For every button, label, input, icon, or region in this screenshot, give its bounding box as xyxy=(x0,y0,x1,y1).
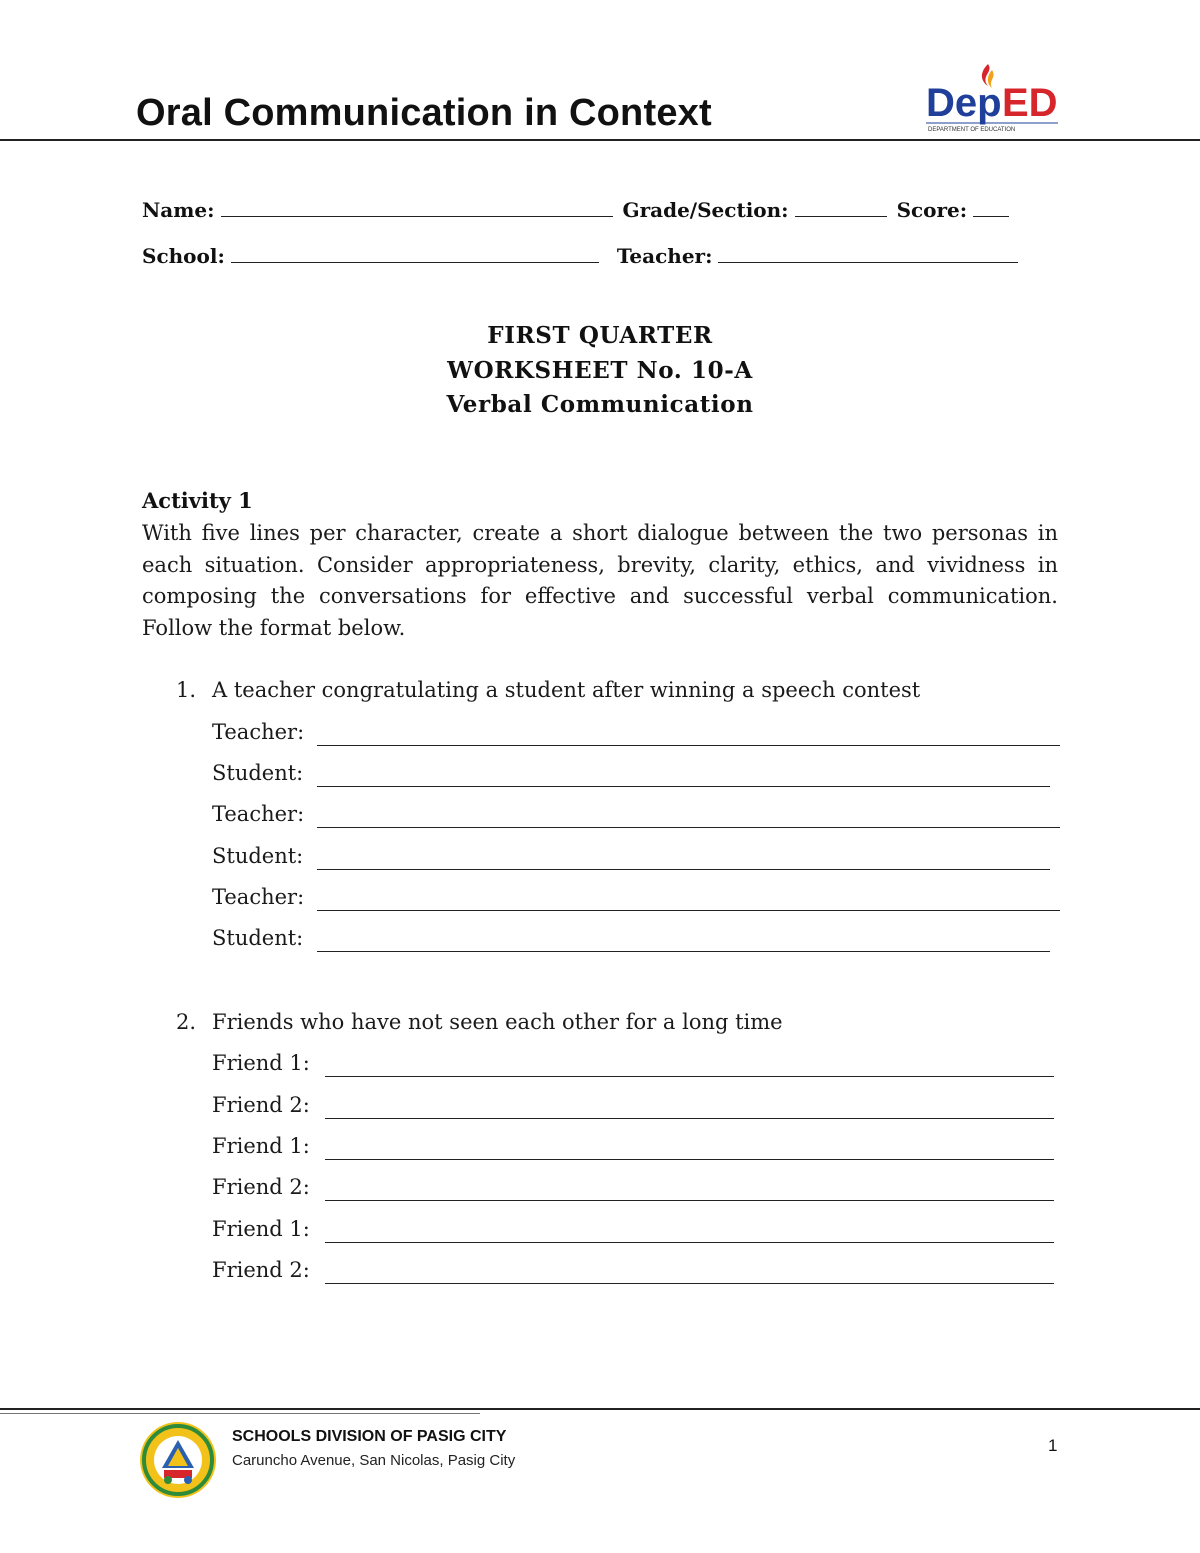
deped-logo-icon xyxy=(922,62,1062,134)
speaker-label: Teacher: xyxy=(212,885,305,909)
answer-blank[interactable] xyxy=(325,1200,1054,1201)
answer-blank[interactable] xyxy=(317,745,1060,746)
answer-blank[interactable] xyxy=(325,1242,1054,1243)
name-field[interactable] xyxy=(221,198,613,217)
answer-blank[interactable] xyxy=(325,1283,1054,1284)
answer-blank[interactable] xyxy=(325,1159,1054,1160)
dialogue-line xyxy=(212,844,1062,874)
document-title: Oral Communication in Context xyxy=(136,92,712,134)
teacher-label: Teacher: xyxy=(616,244,713,268)
score-label: Score: xyxy=(896,198,968,222)
dialogue-line xyxy=(212,761,1062,791)
info-row-2 xyxy=(142,244,1028,268)
speaker-label: Student: xyxy=(212,761,304,785)
score-field[interactable] xyxy=(973,198,1009,217)
division-seal-icon xyxy=(138,1420,218,1500)
deped-logo xyxy=(922,62,1062,134)
dialogue-line xyxy=(212,1051,1062,1081)
speaker-label: Friend 1: xyxy=(212,1217,310,1241)
dialogue-line xyxy=(212,1258,1062,1288)
item-2-text: Friends who have not seen each other for a long time xyxy=(212,1010,783,1034)
info-row-1 xyxy=(142,198,1019,222)
footer-rule-accent xyxy=(0,1413,480,1414)
quarter-title: FIRST QUARTER xyxy=(487,322,713,349)
page-number: 1 xyxy=(1048,1436,1058,1455)
footer-rule xyxy=(0,1408,1200,1410)
grade-section-label: Grade/Section: xyxy=(622,198,789,222)
svg-text:ED: ED xyxy=(1002,81,1058,125)
worksheet-title: WORKSHEET No. 10-A xyxy=(447,357,753,384)
item-1-text: A teacher congratulating a student after winning a speech contest xyxy=(212,678,921,702)
footer-address: Caruncho Avenue, San Nicolas, Pasig City xyxy=(232,1452,516,1469)
school-field[interactable] xyxy=(231,244,599,263)
speaker-label: Friend 2: xyxy=(212,1175,310,1199)
dialogue-line xyxy=(212,1134,1062,1164)
speaker-label: Friend 1: xyxy=(212,1134,310,1158)
footer-organization: SCHOOLS DIVISION OF PASIG CITY xyxy=(232,1428,507,1445)
answer-blank[interactable] xyxy=(325,1118,1054,1119)
school-label: School: xyxy=(142,244,225,268)
teacher-field[interactable] xyxy=(718,244,1018,263)
answer-blank[interactable] xyxy=(317,910,1060,911)
division-seal xyxy=(138,1420,218,1500)
activity-label: Activity 1 xyxy=(142,488,253,513)
svg-text:DEPARTMENT OF EDUCATION: DEPARTMENT OF EDUCATION xyxy=(928,127,1016,133)
answer-blank[interactable] xyxy=(317,786,1050,787)
item-1-number: 1. xyxy=(176,678,197,702)
dialogue-line xyxy=(212,885,1062,915)
speaker-label: Teacher: xyxy=(212,802,305,826)
header-rule xyxy=(0,139,1200,141)
speaker-label: Friend 2: xyxy=(212,1093,310,1117)
grade-section-field[interactable] xyxy=(795,198,887,217)
topic-title: Verbal Communication xyxy=(446,391,754,418)
dialogue-line xyxy=(212,1217,1062,1247)
item-1-title xyxy=(176,678,920,702)
speaker-label: Friend 2: xyxy=(212,1258,310,1282)
dialogue-line xyxy=(212,1093,1062,1123)
activity-instructions: With five lines per character, create a short dialogue between the two personas in each situation. Consider appropriateness, brevity, clarity, ethics, and vividness in composing the conversations for effective and successful verbal communication. Follow the format below. xyxy=(142,521,1058,640)
dialogue-line xyxy=(212,802,1062,832)
svg-text:Dep: Dep xyxy=(926,81,1002,125)
item-2-number: 2. xyxy=(176,1010,197,1034)
item-2-title xyxy=(176,1010,783,1034)
name-label: Name: xyxy=(142,198,215,222)
speaker-label: Teacher: xyxy=(212,720,305,744)
dialogue-line xyxy=(212,1175,1062,1205)
speaker-label: Friend 1: xyxy=(212,1051,310,1075)
answer-blank[interactable] xyxy=(317,827,1060,828)
dialogue-line xyxy=(212,720,1062,750)
answer-blank[interactable] xyxy=(325,1076,1054,1077)
dialogue-line xyxy=(212,926,1062,956)
speaker-label: Student: xyxy=(212,926,304,950)
answer-blank[interactable] xyxy=(317,869,1050,870)
answer-blank[interactable] xyxy=(317,951,1050,952)
speaker-label: Student: xyxy=(212,844,304,868)
